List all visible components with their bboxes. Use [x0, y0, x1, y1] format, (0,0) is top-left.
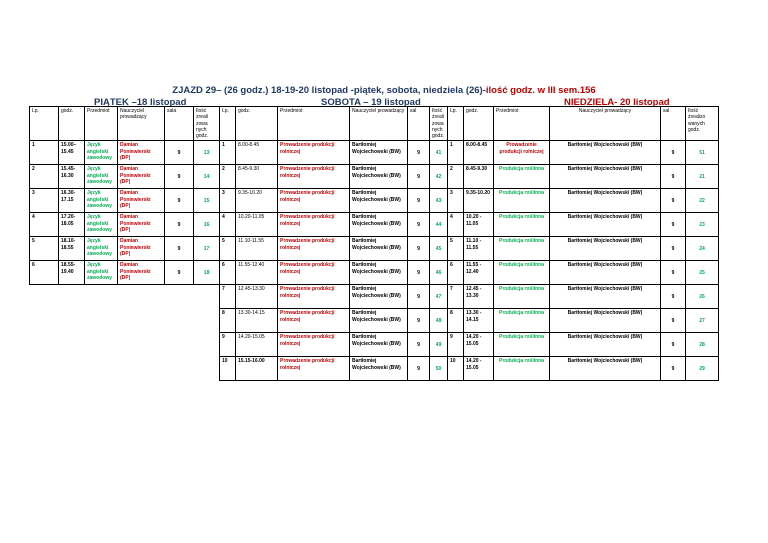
sat-nauczyciel: Bartłomiej Wojciechowski (BW): [350, 189, 408, 213]
sat-sal: 9: [408, 261, 430, 285]
col-nauczyciel: Nauczyciel prowadzący: [118, 107, 165, 141]
sat-nauczyciel: Bartłomiej Wojciechowski (BW): [350, 165, 408, 189]
sat-godz: 12.45-13.30: [236, 285, 278, 309]
sunday-header: NIEDZIELA- 20 listopad: [564, 97, 670, 108]
col-przedmiot-sun: Przedmiot: [494, 107, 550, 141]
sat-godz: 8.45-9.30: [236, 165, 278, 189]
fri-nauczyciel: Damian Poniewierski (DP): [118, 213, 165, 237]
sun-sal: 9: [661, 237, 686, 261]
col-przedmiot: Przedmiot: [85, 107, 118, 141]
sat-lp: 1: [220, 141, 236, 165]
sat-ilosc: 48: [430, 309, 448, 333]
sat-przedmiot: Prowadzenie produkcji rolniczej: [278, 141, 350, 165]
col-sala: sala: [165, 107, 194, 141]
sun-przedmiot: Produkcja roślinna: [494, 165, 550, 189]
sun-godz: 9.35-10.20: [464, 189, 494, 213]
fri-lp: 6: [30, 261, 59, 285]
sun-lp: 5: [448, 237, 464, 261]
fri-nauczyciel: Damian Poniewierski (DP): [118, 261, 165, 285]
fri-sala: 9: [165, 261, 194, 285]
empty-cell: [194, 357, 220, 381]
fri-lp: 4: [30, 213, 59, 237]
fri-nauczyciel: Damian Poniewierski (DP): [118, 189, 165, 213]
empty-cell: [59, 333, 85, 357]
fri-godz: 16.30-17.15: [59, 189, 85, 213]
fri-godz: 18.10-18.55: [59, 237, 85, 261]
sun-ilosc: 27: [686, 309, 719, 333]
sun-ilosc: 26: [686, 285, 719, 309]
col-lp-sun: Lp.: [448, 107, 464, 141]
sun-sal: 9: [661, 285, 686, 309]
sun-ilosc: 25: [686, 261, 719, 285]
table-row: [30, 357, 719, 381]
sat-godz: 14.20-15.05: [236, 333, 278, 357]
sat-nauczyciel: Bartłomiej Wojciechowski (BW): [350, 285, 408, 309]
empty-cell: [118, 285, 165, 309]
col-godz-sun: godz.: [464, 107, 494, 141]
sun-godz: 11.10 - 11.55: [464, 237, 494, 261]
sat-godz: 15.15-16.00: [236, 357, 278, 381]
empty-cell: [165, 333, 194, 357]
sun-sal: 9: [661, 189, 686, 213]
fri-przedmiot: Język angielski zawodowy: [85, 237, 118, 261]
fri-ilosc: 13: [194, 141, 220, 165]
column-header-row: [30, 107, 719, 141]
sat-lp: 4: [220, 213, 236, 237]
sat-sal: 9: [408, 189, 430, 213]
sun-przedmiot: Produkcja roślinna: [494, 333, 550, 357]
fri-lp: 5: [30, 237, 59, 261]
empty-cell: [30, 309, 59, 333]
sat-przedmiot: Prowadzenie produkcji rolniczej: [278, 261, 350, 285]
sun-nauczyciel: Bartłomiej Wojciechowski (BW): [550, 141, 661, 165]
sun-nauczyciel: Bartłomiej Wojciechowski (BW): [550, 213, 661, 237]
sat-sal: 9: [408, 309, 430, 333]
sat-nauczyciel: Bartłomiej Wojciechowski (BW): [350, 309, 408, 333]
sun-ilosc: 29: [686, 357, 719, 381]
sun-sal: 9: [661, 309, 686, 333]
sat-ilosc: 43: [430, 189, 448, 213]
empty-cell: [194, 285, 220, 309]
sun-nauczyciel: Bartłomiej Wojciechowski (BW): [550, 285, 661, 309]
empty-cell: [30, 333, 59, 357]
fri-ilosc: 14: [194, 165, 220, 189]
empty-cell: [59, 309, 85, 333]
sun-lp: 4: [448, 213, 464, 237]
sat-lp: 3: [220, 189, 236, 213]
sat-lp: 8: [220, 309, 236, 333]
empty-cell: [165, 357, 194, 381]
sat-ilosc: 46: [430, 261, 448, 285]
col-lp-sat: Lp.: [220, 107, 236, 141]
sat-lp: 6: [220, 261, 236, 285]
empty-cell: [194, 333, 220, 357]
sun-nauczyciel: Bartłomiej Wojciechowski (BW): [550, 309, 661, 333]
sun-ilosc: 51: [686, 141, 719, 165]
fri-nauczyciel: Damian Poniewierski (DP): [118, 237, 165, 261]
sun-godz: 8.00-8.45: [464, 141, 494, 165]
sat-godz: 9.35-10.20: [236, 189, 278, 213]
sun-ilosc: 22: [686, 189, 719, 213]
sun-nauczyciel: Bartłomiej Wojciechowski (BW): [550, 261, 661, 285]
fri-przedmiot: Język angielski zawodowy: [85, 189, 118, 213]
table-row: [30, 189, 719, 213]
sun-nauczyciel: Bartłomiej Wojciechowski (BW): [550, 237, 661, 261]
table-row: [30, 285, 719, 309]
sun-godz: 8.45-9.30: [464, 165, 494, 189]
sat-lp: 10: [220, 357, 236, 381]
sat-nauczyciel: Bartłomiej Wojciechowski (BW): [350, 213, 408, 237]
empty-cell: [118, 333, 165, 357]
sat-nauczyciel: Bartłomiej Wojciechowski (BW): [350, 141, 408, 165]
sun-przedmiot: Produkcja roślinna: [494, 309, 550, 333]
fri-sala: 9: [165, 165, 194, 189]
table-row: [30, 141, 719, 165]
fri-przedmiot: Język angielski zawodowy: [85, 261, 118, 285]
table-row: [30, 165, 719, 189]
sat-przedmiot: Prowadzenie produkcji rolniczej: [278, 189, 350, 213]
sat-przedmiot: Prowadzenie produkcji rolniczej: [278, 237, 350, 261]
empty-cell: [165, 309, 194, 333]
fri-ilosc: 15: [194, 189, 220, 213]
schedule-body: [30, 107, 719, 381]
empty-cell: [59, 357, 85, 381]
sat-godz: 11.10-11.55: [236, 237, 278, 261]
sat-nauczyciel: Bartłomiej Wojciechowski (BW): [350, 357, 408, 381]
empty-cell: [85, 357, 118, 381]
sun-lp: 9: [448, 333, 464, 357]
sat-sal: 9: [408, 213, 430, 237]
sat-ilosc: 47: [430, 285, 448, 309]
fri-nauczyciel: Damian Poniewierski (DP): [118, 141, 165, 165]
sat-nauczyciel: Bartłomiej Wojciechowski (BW): [350, 261, 408, 285]
sat-ilosc: 49: [430, 333, 448, 357]
fri-ilosc: 16: [194, 213, 220, 237]
sat-przedmiot: Prowadzenie produkcji rolniczej: [278, 213, 350, 237]
col-przedmiot-sat: Przedmiot: [278, 107, 350, 141]
empty-cell: [59, 285, 85, 309]
fri-sala: 9: [165, 189, 194, 213]
empty-cell: [30, 285, 59, 309]
table-row: [30, 309, 719, 333]
col-godz: godz.: [59, 107, 85, 141]
table-row: [30, 333, 719, 357]
saturday-header: SOBOTA – 19 listopad: [321, 97, 421, 108]
empty-cell: [118, 309, 165, 333]
sun-lp: 3: [448, 189, 464, 213]
sun-godz: 10.20 - 11.05: [464, 213, 494, 237]
sun-przedmiot: Produkcja roślinna: [494, 285, 550, 309]
sun-lp: 1: [448, 141, 464, 165]
sun-nauczyciel: Bartłomiej Wojciechowski (BW): [550, 357, 661, 381]
col-ilosc-sat: Ilość zreali zowa nych godz.: [430, 107, 448, 141]
fri-ilosc: 17: [194, 237, 220, 261]
sun-przedmiot: Produkcja roślinna: [494, 237, 550, 261]
sun-ilosc: 24: [686, 237, 719, 261]
sat-przedmiot: Prowadzenie produkcji rolniczej: [278, 333, 350, 357]
sat-przedmiot: Prowadzenie produkcji rolniczej: [278, 165, 350, 189]
sun-przedmiot: Produkcja roślinna: [494, 261, 550, 285]
col-ilosc: Ilość zreali zowa nych godz.: [194, 107, 220, 141]
fri-godz: 18.55-19.40: [59, 261, 85, 285]
sun-sal: 9: [661, 165, 686, 189]
fri-przedmiot: Język angielski zawodowy: [85, 165, 118, 189]
sun-nauczyciel: Bartłomiej Wojciechowski (BW): [550, 333, 661, 357]
sat-sal: 9: [408, 141, 430, 165]
sat-ilosc: 45: [430, 237, 448, 261]
sun-sal: 9: [661, 333, 686, 357]
fri-ilosc: 18: [194, 261, 220, 285]
col-nauczyciel-sat: Nauczyciel prowadzący: [350, 107, 408, 141]
col-sal-sat: sal: [408, 107, 430, 141]
sat-ilosc: 41: [430, 141, 448, 165]
sun-godz: 13.30 - 14.15: [464, 309, 494, 333]
fri-lp: 1: [30, 141, 59, 165]
fri-przedmiot: Język angielski zawodowy: [85, 213, 118, 237]
sun-sal: 9: [661, 141, 686, 165]
sat-sal: 9: [408, 285, 430, 309]
sat-sal: 9: [408, 165, 430, 189]
empty-cell: [165, 285, 194, 309]
sat-sal: 9: [408, 237, 430, 261]
sat-nauczyciel: Bartłomiej Wojciechowski (BW): [350, 237, 408, 261]
sun-godz: 11.55 - 12.40: [464, 261, 494, 285]
fri-sala: 9: [165, 237, 194, 261]
sun-godz: 14.20 - 15.05: [464, 357, 494, 381]
sun-sal: 9: [661, 357, 686, 381]
sun-godz: 12.45 - 13.30: [464, 285, 494, 309]
sat-sal: 9: [408, 333, 430, 357]
sat-przedmiot: Prowadzenie produkcji rolniczej: [278, 309, 350, 333]
sun-ilosc: 23: [686, 213, 719, 237]
sat-sal: 9: [408, 357, 430, 381]
sun-ilosc: 21: [686, 165, 719, 189]
sat-godz: 10.20-11.05: [236, 213, 278, 237]
sat-ilosc: 42: [430, 165, 448, 189]
schedule-table: [29, 106, 719, 381]
sat-godz: 13.30-14.15: [236, 309, 278, 333]
empty-cell: [85, 309, 118, 333]
sun-lp: 10: [448, 357, 464, 381]
sat-nauczyciel: Bartłomiej Wojciechowski (BW): [350, 333, 408, 357]
fri-godz: 15.45-16.30: [59, 165, 85, 189]
empty-cell: [85, 333, 118, 357]
fri-sala: 9: [165, 141, 194, 165]
sat-przedmiot: Prowadzenie produkcji rolniczej: [278, 357, 350, 381]
empty-cell: [118, 357, 165, 381]
table-row: [30, 261, 719, 285]
table-row: [30, 237, 719, 261]
sat-lp: 9: [220, 333, 236, 357]
sun-lp: 2: [448, 165, 464, 189]
sat-ilosc: 44: [430, 213, 448, 237]
sun-sal: 9: [661, 261, 686, 285]
fri-godz: 17.20-18.05: [59, 213, 85, 237]
table-row: [30, 213, 719, 237]
sun-lp: 6: [448, 261, 464, 285]
fri-przedmiot: Język angielski zawodowy: [85, 141, 118, 165]
sun-przedmiot: Produkcja roślinna: [494, 357, 550, 381]
sat-przedmiot: Prowadzenie produkcji rolniczej: [278, 285, 350, 309]
document-title: ZJAZD 29– (26 godz.) 18-19-20 listopad -piątek, sobota, niedziela (26)-ilość godz. w III sem.156: [172, 85, 596, 96]
sat-godz: 11.55-12.40: [236, 261, 278, 285]
col-sal-sun: sal: [661, 107, 686, 141]
empty-cell: [30, 357, 59, 381]
fri-sala: 9: [165, 213, 194, 237]
sat-godz: 8.00-8.45: [236, 141, 278, 165]
sun-ilosc: 28: [686, 333, 719, 357]
sun-nauczyciel: Bartłomiej Wojciechowski (BW): [550, 165, 661, 189]
col-godz-sat: godz.: [236, 107, 278, 141]
sun-lp: 7: [448, 285, 464, 309]
sun-nauczyciel: Bartłomiej Wojciechowski (BW): [550, 189, 661, 213]
empty-cell: [194, 309, 220, 333]
fri-nauczyciel: Damian Poniewierski (DP): [118, 165, 165, 189]
sun-godz: 14.20 - 15.05: [464, 333, 494, 357]
sat-lp: 5: [220, 237, 236, 261]
fri-lp: 2: [30, 165, 59, 189]
sat-ilosc: 50: [430, 357, 448, 381]
empty-cell: [85, 285, 118, 309]
col-lp: Lp.: [30, 107, 59, 141]
sat-lp: 2: [220, 165, 236, 189]
col-ilosc-sun: Ilość zrealizo wanych godz.: [686, 107, 719, 141]
fri-lp: 3: [30, 189, 59, 213]
col-nauczyciel-sun: Nauczyciel prowadzący: [550, 107, 661, 141]
friday-header: PIĄTEK –18 listopad: [94, 97, 187, 108]
sun-lp: 8: [448, 309, 464, 333]
fri-godz: 15.00–15.45: [59, 141, 85, 165]
sun-sal: 9: [661, 213, 686, 237]
sun-przedmiot: Produkcja roślinna: [494, 213, 550, 237]
sun-przedmiot: Prowadzenie produkcji rolniczej: [494, 141, 550, 165]
sat-lp: 7: [220, 285, 236, 309]
sun-przedmiot: Produkcja roślinna: [494, 189, 550, 213]
